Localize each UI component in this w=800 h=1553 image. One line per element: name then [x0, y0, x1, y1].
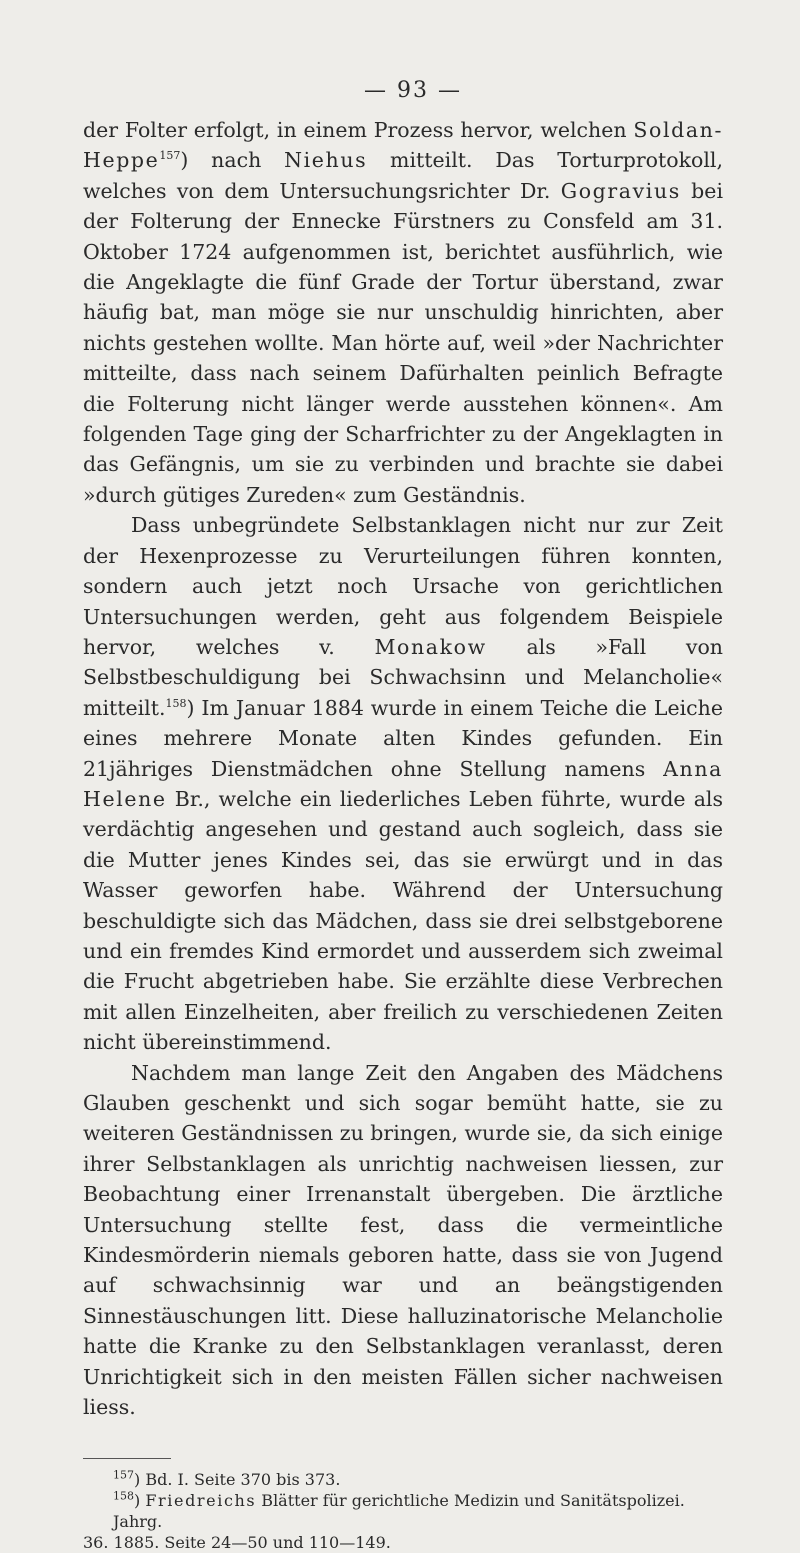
text-run: Nachdem man lange Zeit den Angaben des Mädchens Glauben geschenkt und sich sogar bemüht hatte, sie zu weiteren Geständnissen zu bringen, wurde sie, da sich einige ihrer Selbstanklagen als unrichtig nachweisen liessen, zur Beobachtung einer Irrenanstalt übergeben. Die ärztliche Untersuchung stellte fest, dass die vermeintliche Kindesmörderin niemals geboren hatte, dass sie von Jugend auf schwachsinnig war und an beängstigenden Sinnestäuschungen litt. Diese halluzinatorische Melancholie hatte die Kranke zu den Selbstanklagen veranlasst, deren Unrichtigkeit sich in den meisten Fällen sicher nachweisen liess. [83, 1060, 723, 1420]
person-name-gogravius: Gogravius [560, 178, 681, 203]
footnote-157 [83, 1469, 723, 1490]
footnote-ref-157: 157 [159, 149, 181, 163]
footnote-divider [83, 1458, 171, 1459]
footnote-ref-158: 158 [165, 696, 187, 710]
text-run: ) Im Januar 1884 wurde in einem Teiche die Leiche eines mehrere Monate alten Kindes gefunden. Ein 21jähriges Dienstmädchen ohne Stellung namens [83, 695, 723, 781]
footnote-158 [83, 1490, 723, 1553]
text-run: als »Fall von Selbstbeschuldigung bei Schwachsinn und Melancholie« mitteilt. [83, 634, 723, 720]
text-run: der Folter erfolgt, in einem Prozess hervor, welchen [83, 118, 634, 142]
book-page [83, 78, 723, 1553]
author-name-niehus: Niehus [284, 148, 368, 173]
text-run: mitteilt. Das Torturprotokoll, welches von dem Untersuchungsrichter Dr. [83, 148, 723, 203]
footnote-text: ) Bd. I. Seite 370 bis 373. [134, 1470, 341, 1490]
paragraph-2 [83, 510, 723, 1057]
paragraph-3 [83, 1058, 723, 1423]
footnote-mark: 158 [113, 1490, 134, 1504]
paragraph-1 [83, 115, 723, 510]
footnote-author: Friedreichs [145, 1491, 257, 1511]
footnote-continuation: 36. 1885. Seite 24—50 und 110—149. [83, 1533, 391, 1553]
footnote-punct: ) [134, 1491, 146, 1511]
text-run: ) nach [180, 148, 285, 173]
author-name-soldan-heppe: Soldan-Heppe [83, 118, 723, 173]
text-run: Dass unbegründete Selbstanklagen nicht nur zur Zeit der Hexenprozesse zu Verurteilungen führen konnten, sondern auch jetzt noch Ursache von gerichtlichen Untersuchungen werden, geht aus folgendem Beispiele hervor, welches v. [83, 513, 723, 659]
footnote-mark: 157 [113, 1469, 134, 1483]
text-run: bei der Folterung der Ennecke Fürstners zu Consfeld am 31. Oktober 1724 aufgenommen ist, berichtet ausführlich, wie die Angeklagte die fünf Grade der Tortur überstand, zwar häufig bat, man möge sie nur unschuldig hinrichten, aber nichts gestehen wollte. Man hörte auf, weil »der Nachrichter mitteilte, dass nach seinem Dafürhalten peinlich Befragte die Folterung nicht länger werde ausstehen können«. Am folgenden Tage ging der Scharfrichter zu der Angeklagten in das Gefängnis, um sie zu verbinden und brachte sie dabei »durch gütiges Zureden« zum Geständnis. [83, 178, 723, 507]
text-run: Br., welche ein liederliches Leben führte, wurde als verdächtig angesehen und gestand auch sogleich, dass sie die Mutter jenes Kindes sei, das sie erwürgt und in das Wasser geworfen habe. Während der Untersuchung beschuldigte sich das Mädchen, dass sie drei selbstgeborene und ein fremdes Kind ermordet und ausserdem sich zweimal die Frucht abgetrieben habe. Sie erzählte diese Verbrechen mit allen Einzelheiten, aber freilich zu verschiedenen Zeiten nicht übereinstimmend. [83, 786, 723, 1055]
author-name-monakow: Monakow [374, 634, 487, 659]
person-name-anna-helene: Anna Helene [83, 756, 723, 811]
footnote-text: Blätter für gerichtliche Medizin und Sanitätspolizei. Jahrg. [113, 1491, 685, 1532]
page-number: — 93 — [364, 78, 462, 103]
